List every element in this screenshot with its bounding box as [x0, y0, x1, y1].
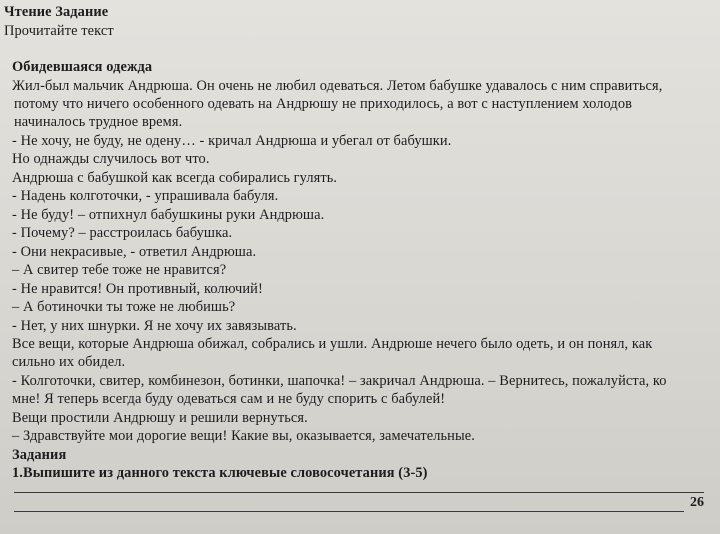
story-line: Вещи простили Андрюшу и решили вернуться.	[12, 410, 308, 426]
story-title: Обидевшаяся одежда	[12, 59, 153, 75]
story-line: сильно их обидел.	[12, 354, 126, 370]
story-line: Андрюша с бабушкой как всегда собирались гулять.	[12, 170, 338, 186]
story-line: - Не нравится! Он противный, колючий!	[12, 281, 263, 297]
story-line: потому что ничего особенного одевать на Андрюшу не приходилось, а вот с наступлением холодов	[14, 96, 633, 112]
worksheet-title: Чтение Задание	[4, 4, 109, 20]
story-line: Все вещи, которые Андрюша обижал, собрались и ушли. Андрюше нечего было одеть, и он понял, как	[12, 336, 653, 352]
story-line: - Почему? – расстроилась бабушка.	[12, 225, 233, 241]
answer-line	[14, 511, 684, 512]
story-line: мне! Я теперь всегда буду одеваться сам и не буду спорить с бабулей!	[12, 391, 446, 407]
instruction: Прочитайте текст	[4, 23, 114, 39]
story-line: - Колготочки, свитер, комбинезон, ботинки, шапочка! – закричал Андрюша. – Вернитесь, пожалуйста, ко	[12, 373, 667, 389]
story-line: - Не буду! – отпихнул бабушкины руки Андрюша.	[12, 207, 325, 223]
story-line: - Они некрасивые, - ответил Андрюша.	[12, 244, 257, 260]
tasks-heading: Задания	[12, 447, 67, 463]
story-line: – Здравствуйте мои дорогие вещи! Какие вы, оказывается, замечательные.	[12, 428, 475, 444]
story-line: - Нет, у них шнурки. Я не хочу их завязывать.	[12, 318, 297, 334]
story-line: - Надень колготочки, - упрашивала бабуля.	[12, 188, 279, 204]
story-line: начиналось трудное время.	[14, 114, 183, 130]
story-line: - Не хочу, не буду, не одену… - кричал Андрюша и убегал от бабушки.	[12, 133, 452, 149]
page-number: 26	[690, 495, 704, 510]
story-line: – А свитер тебе тоже не нравится?	[12, 262, 227, 278]
task-1: 1.Выпишите из данного текста ключевые словосочетания (3-5)	[12, 465, 428, 481]
story-line: – А ботиночки ты тоже не любишь?	[12, 299, 236, 315]
story-line: Жил-был мальчик Андрюша. Он очень не любил одеваться. Летом бабушке удавалось с ним справиться,	[12, 78, 663, 94]
story-line: Но однажды случилось вот что.	[12, 151, 210, 167]
answer-line	[14, 492, 704, 493]
